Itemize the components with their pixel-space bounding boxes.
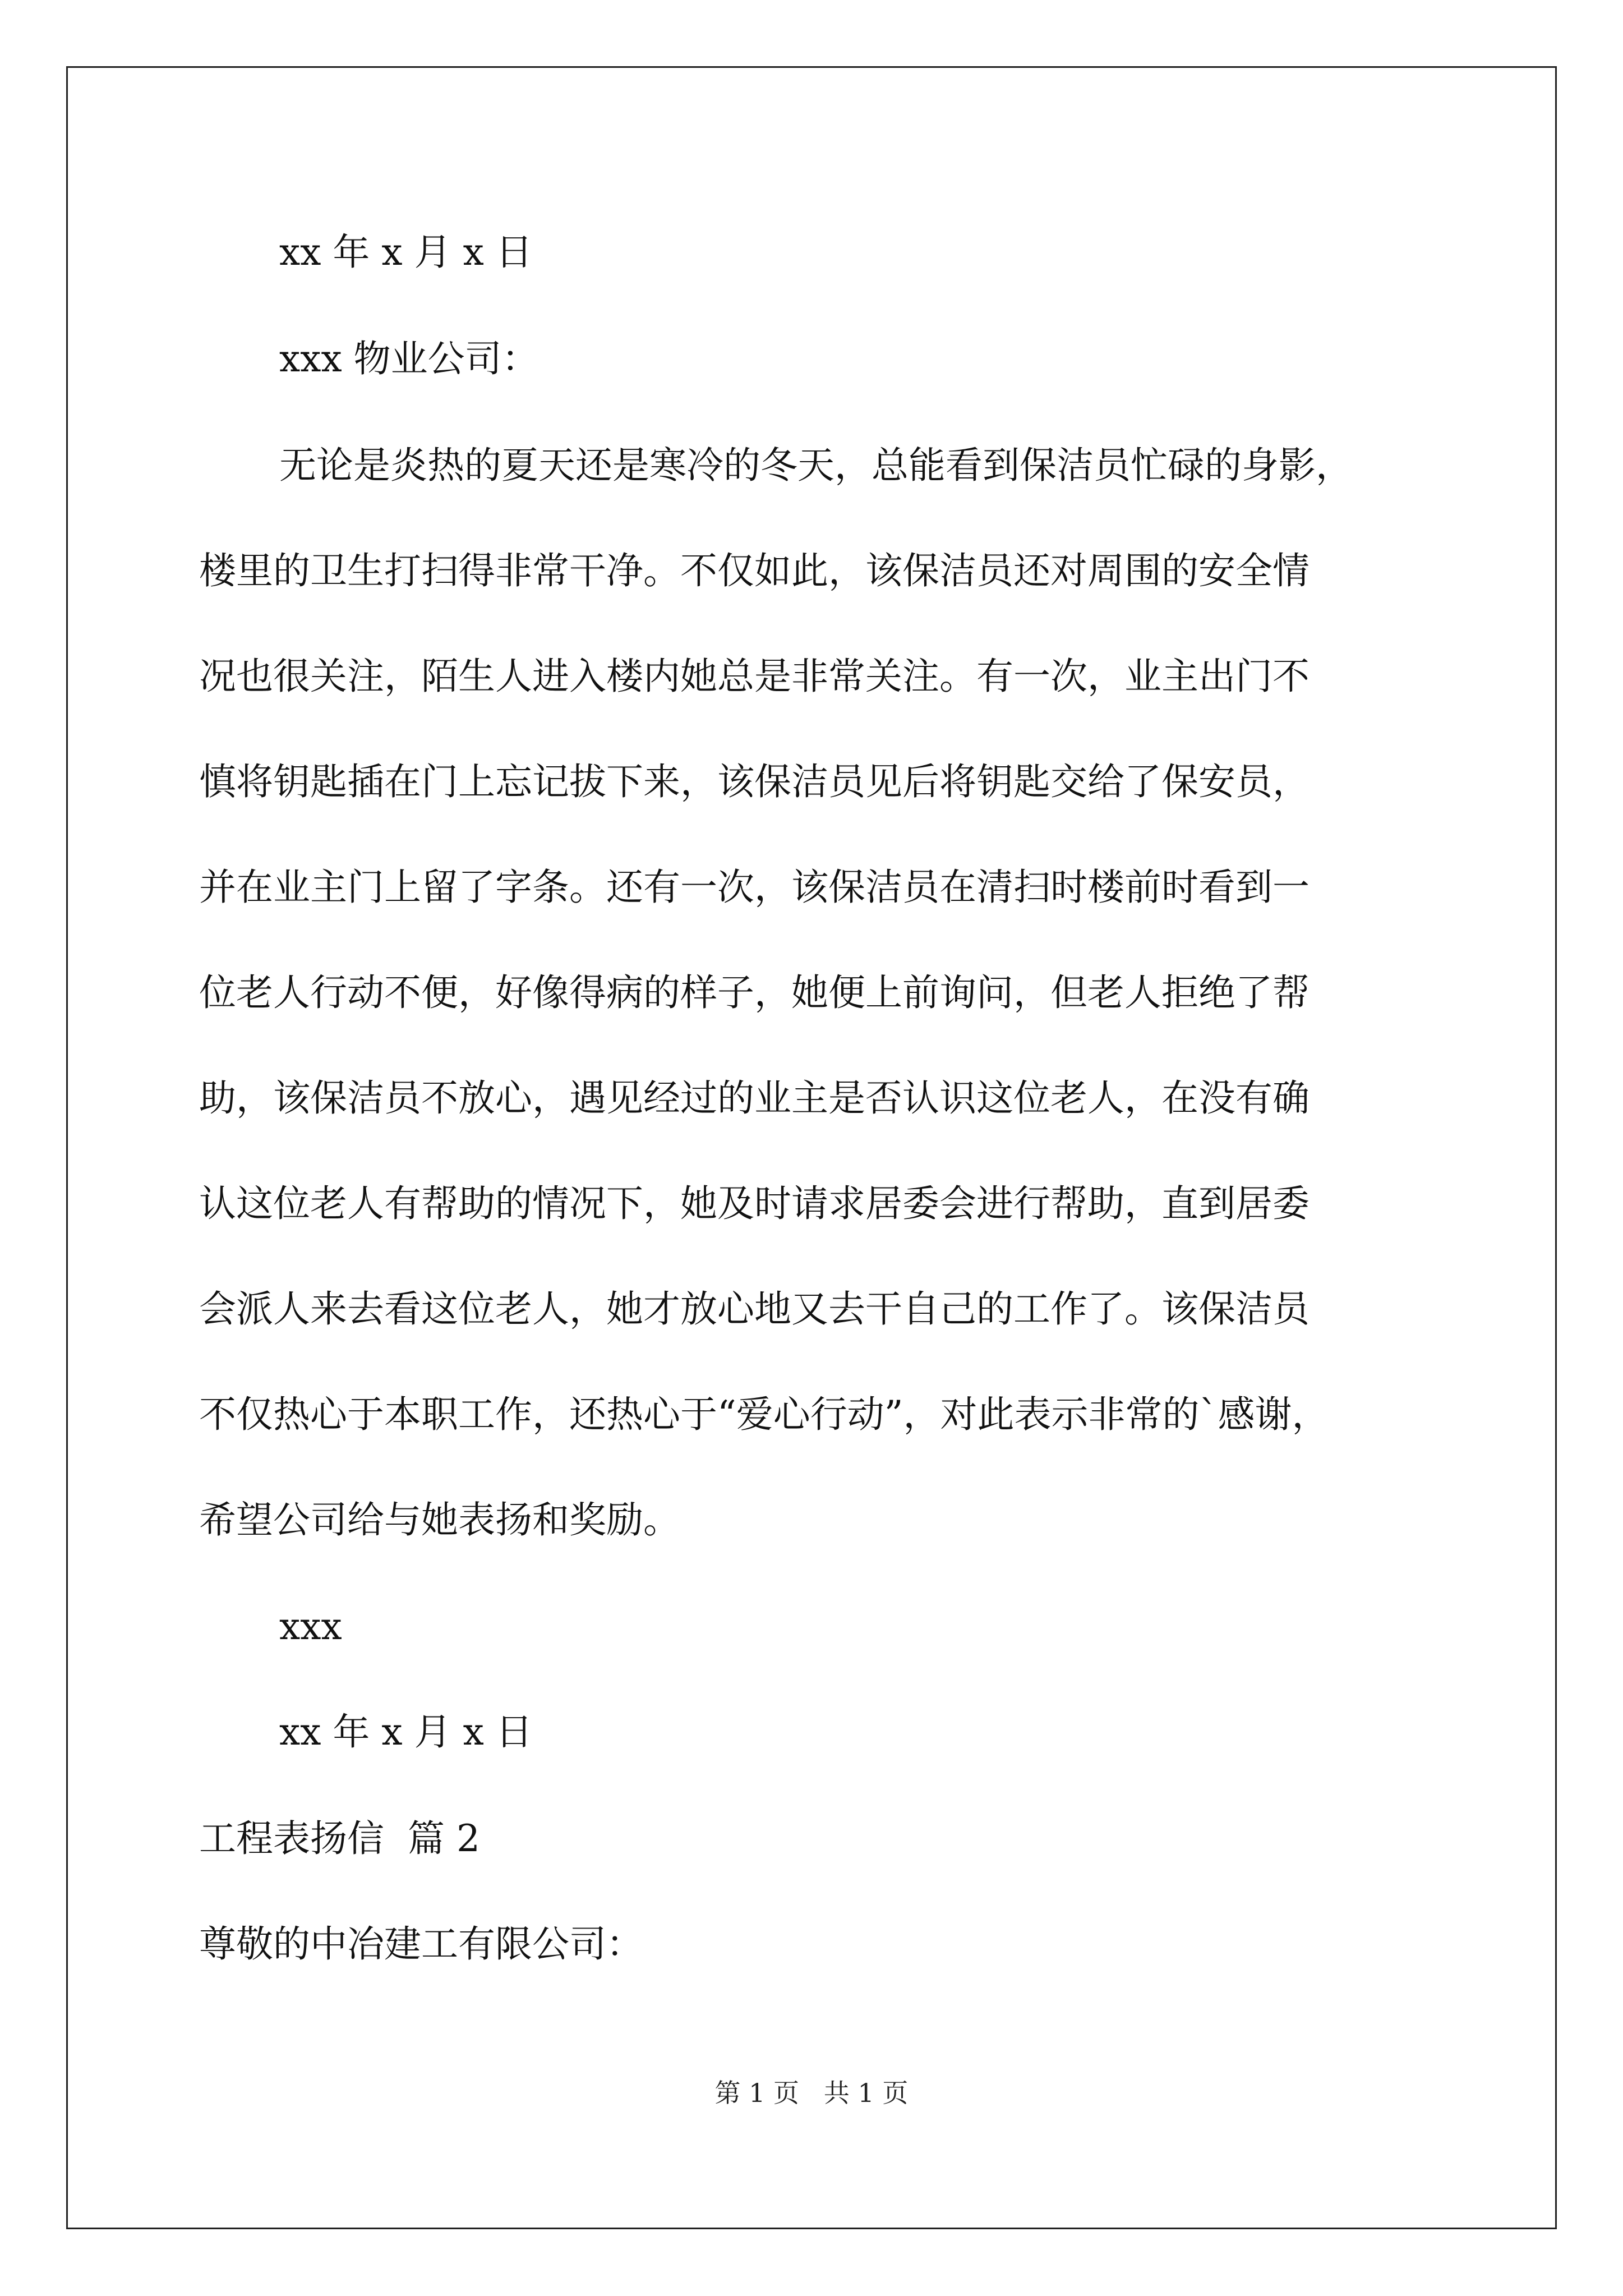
body-line: 况也很关注，陌生人进入楼内她总是非常关注。有一次，业主出门不	[199, 655, 1310, 698]
letter-signature: xxx	[279, 1605, 342, 1648]
body-line: 认这位老人有帮助的情况下，她及时请求居委会进行帮助，直到居委	[199, 1182, 1310, 1225]
page-footer: 第 1 页 共 1 页	[714, 2078, 909, 2108]
letter-heading: 工程表扬信 篇 2	[199, 1817, 480, 1860]
body-line: 助，该保洁员不放心，遇见经过的业主是否认识这位老人，在没有确	[199, 1076, 1310, 1120]
body-line: 不仅热心于本职工作，还热心于“爱心行动”，对此表示非常的`感谢，	[199, 1393, 1329, 1436]
body-line: 会派人来去看这位老人，她才放心地又去干自己的工作了。该保洁员	[199, 1287, 1310, 1331]
letter-date-bottom: xx 年 x 月 x 日	[279, 1710, 533, 1754]
letter-date-top: xx 年 x 月 x 日	[279, 231, 533, 274]
body-line: 无论是炎热的夏天还是寒冷的冬天，总能看到保洁员忙碌的身影，	[279, 444, 1353, 487]
letter-salutation: xxx 物业公司：	[279, 337, 539, 380]
body-line: 楼里的卫生打扫得非常干净。不仅如此，该保洁员还对周围的安全情	[199, 549, 1310, 592]
letter-salutation: 尊敬的中冶建工有限公司：	[199, 1922, 643, 1966]
body-line: 位老人行动不便，好像得病的样子，她便上前询问，但老人拒绝了帮	[199, 971, 1310, 1014]
page-border	[66, 66, 1557, 2229]
body-line: 并在业主门上留了字条。还有一次，该保洁员在清扫时楼前时看到一	[199, 866, 1310, 909]
body-line: 希望公司给与她表扬和奖励。	[199, 1498, 680, 1542]
body-line: 慎将钥匙插在门上忘记拔下来，该保洁员见后将钥匙交给了保安员，	[199, 760, 1310, 803]
